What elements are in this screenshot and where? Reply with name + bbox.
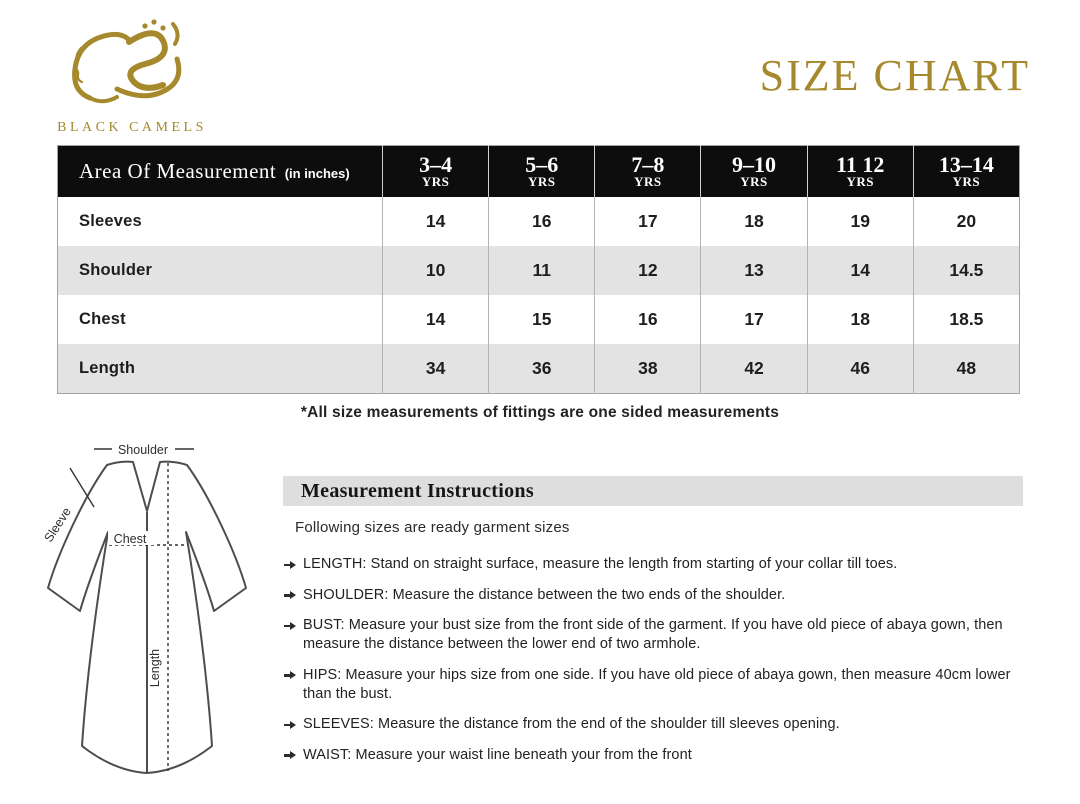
cell-value: 16 xyxy=(489,197,595,246)
cell-value: 20 xyxy=(913,197,1019,246)
instruction-text: BUST: Measure your bust size from the front side of the garment. If you have old piece of abaya gown, then measure the distance between the lower end of two armhole. xyxy=(303,617,1003,652)
cell-value: 11 xyxy=(489,246,595,295)
table-row-sleeves xyxy=(58,197,1020,246)
right-arrow-icon xyxy=(284,750,296,762)
instructions-list xyxy=(283,555,1023,765)
instruction-item-bust xyxy=(283,616,1023,654)
instruction-text: SHOULDER: Measure the distance between the two ends of the shoulder. xyxy=(303,586,786,603)
garment-diagram xyxy=(30,435,270,804)
size-range: 7–8 xyxy=(631,152,665,177)
cell-value: 10 xyxy=(383,246,489,295)
instruction-item-hips xyxy=(283,666,1023,704)
cell-value: 14 xyxy=(807,246,913,295)
instruction-item-waist xyxy=(283,746,1023,765)
black-camels-calligraphy-icon xyxy=(57,14,207,114)
right-arrow-icon xyxy=(284,590,296,602)
instruction-text: LENGTH: Stand on straight surface, measure the length from starting of your collar till toes. xyxy=(303,556,898,572)
size-col-header xyxy=(701,146,807,198)
cell-value: 13 xyxy=(701,246,807,295)
table-row-length xyxy=(58,344,1020,394)
cell-value: 15 xyxy=(489,295,595,344)
diagram-length-label: Length xyxy=(148,648,162,688)
diagram-shoulder-label: Shoulder xyxy=(117,443,169,457)
row-label: Chest xyxy=(79,310,126,328)
page-title: SIZE CHART xyxy=(759,51,1030,100)
size-range: 3–4 xyxy=(419,152,453,177)
area-of-measurement-header xyxy=(58,146,383,198)
table-row-shoulder xyxy=(58,246,1020,295)
size-range: 11 12 xyxy=(836,152,885,177)
cell-value: 14 xyxy=(383,197,489,246)
diagram-chest-label: Chest xyxy=(113,532,147,546)
instruction-item-length xyxy=(283,555,1023,574)
size-unit: YRS xyxy=(634,174,662,189)
size-unit: YRS xyxy=(952,174,981,189)
cell-value: 14 xyxy=(383,295,489,344)
diagram-sleeve-label: Sleeve xyxy=(41,504,74,545)
right-arrow-icon xyxy=(284,620,296,632)
area-header-unit: (in inches) xyxy=(284,166,350,181)
size-col-header xyxy=(913,146,1019,198)
size-range: 13–14 xyxy=(938,152,994,177)
right-arrow-icon xyxy=(284,559,296,571)
cell-value: 42 xyxy=(701,344,807,394)
abaya-outline-icon xyxy=(30,435,270,804)
instruction-item-shoulder xyxy=(283,586,1023,605)
right-arrow-icon xyxy=(284,719,296,731)
cell-value: 19 xyxy=(807,197,913,246)
size-col-header xyxy=(489,146,595,198)
cell-value: 17 xyxy=(595,197,701,246)
instruction-text: WAIST: Measure your waist line beneath your from the front xyxy=(303,746,692,763)
cell-value: 18.5 xyxy=(913,295,1019,344)
measurement-instructions-section xyxy=(283,476,1023,776)
size-unit: YRS xyxy=(846,174,874,189)
size-col-header xyxy=(595,146,701,198)
sleeve-pointer-line xyxy=(70,468,94,507)
row-label: Shoulder xyxy=(58,246,383,295)
table-row-chest xyxy=(58,295,1020,344)
size-unit: YRS xyxy=(740,174,768,189)
cell-value: 12 xyxy=(595,246,701,295)
size-range: 9–10 xyxy=(732,152,777,177)
cell-value: 17 xyxy=(701,295,807,344)
cell-value: 46 xyxy=(807,344,913,394)
right-arrow-icon xyxy=(284,670,296,682)
instruction-item-sleeves xyxy=(283,715,1023,734)
size-range: 5–6 xyxy=(525,152,559,177)
instruction-text: SLEEVES: Measure the distance from the end of the shoulder till sleeves opening. xyxy=(303,716,840,732)
brand-logo xyxy=(52,14,212,136)
size-col-header xyxy=(383,146,489,198)
instructions-title: Measurement Instructions xyxy=(283,476,1023,506)
cell-value: 16 xyxy=(595,295,701,344)
cell-value: 18 xyxy=(701,197,807,246)
size-col-header xyxy=(807,146,913,198)
size-table-header-row xyxy=(58,146,1020,198)
instructions-subtitle: Following sizes are ready garment sizes xyxy=(295,519,570,536)
cell-value: 38 xyxy=(595,344,701,394)
cell-value: 48 xyxy=(913,344,1019,394)
cell-value: 14.5 xyxy=(913,246,1019,295)
cell-value: 36 xyxy=(489,344,595,394)
instruction-text: HIPS: Measure your hips size from one side. If you have old piece of abaya gown, then measure 40cm lower than the bust. xyxy=(303,666,1011,702)
cell-value: 18 xyxy=(807,295,913,344)
measurement-note: *All size measurements of fittings are one sided measurements xyxy=(300,404,780,421)
cell-value: 34 xyxy=(383,344,489,394)
size-unit: YRS xyxy=(527,174,556,189)
size-table xyxy=(57,145,1020,394)
area-header-text: Area Of Measurement xyxy=(79,159,277,183)
row-label: Sleeves xyxy=(79,212,142,230)
row-label: Length xyxy=(58,344,383,394)
brand-wordmark: BLACK CAMELS xyxy=(57,120,207,135)
size-unit: YRS xyxy=(421,174,450,189)
